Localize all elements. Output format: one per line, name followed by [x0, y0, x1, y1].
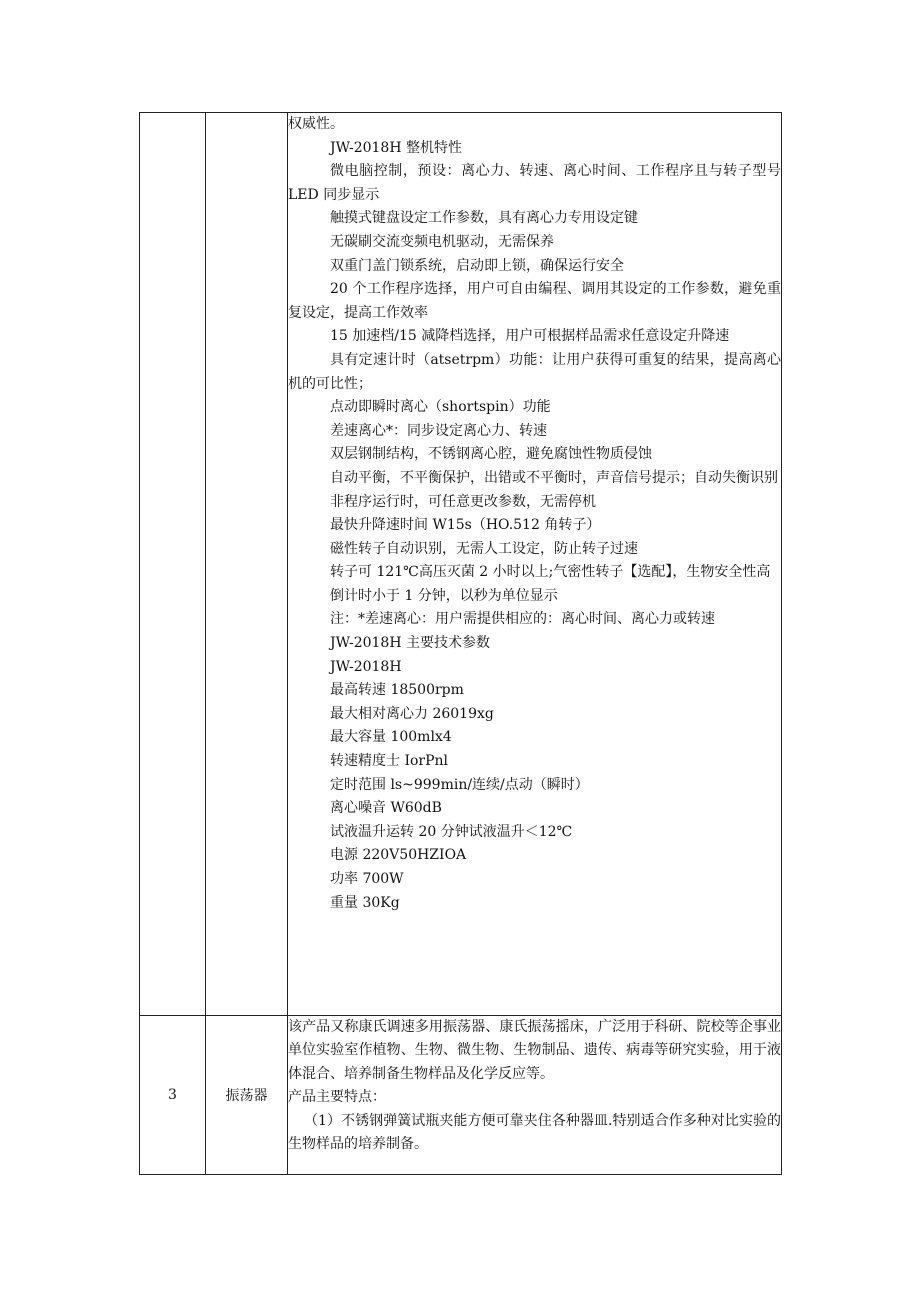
description-line: 最快升降速时间 W15s（HO.512 角转子）	[330, 517, 601, 534]
description-line: JW-2018H 整机特性	[330, 139, 463, 156]
description-line: 触摸式键盘设定工作参数，具有离心力专用设定键	[330, 210, 638, 227]
description-line: 双重门盖门锁系统，启动即上锁，确保运行安全	[330, 257, 624, 274]
cell-description	[288, 113, 782, 1016]
description-line: 微电脑控制，预设：离心力、转速、离心时间、工作程序且与转子型号 LED 同步显示	[288, 163, 781, 203]
description-line: （1）不锈钢弹簧试瓶夹能方便可靠夹住各种器皿.特别适合作多种对比实验的生物样品的培养制备。	[288, 1112, 781, 1153]
description-line: 功率 700W	[330, 871, 404, 887]
description-line: JW-2018H	[330, 658, 402, 675]
cell-name: 振荡器	[206, 1016, 288, 1175]
description-line: 无碳刷交流变频电机驱动，无需保养	[330, 233, 554, 250]
table-row	[140, 113, 782, 1016]
description-line: 最高转速 18500rpm	[330, 682, 464, 699]
description-line: 差速离心*：同步设定离心力、转速	[330, 422, 547, 439]
description-line: 该产品又称康氏调速多用振荡器、康氏振荡摇床，广泛用于科研、院校等企事业单位实验室作植物、生物、微生物、生物制品、遗传、病毒等研究实验，用于液体混合、培养制备生物样品及化学反应等。	[288, 1019, 781, 1082]
description-line: 20 个工作程序选择，用户可自由编程、调用其设定的工作参数，避免重复设定，提高工作效率	[288, 281, 781, 321]
description-line: 转速精度士 IorPnl	[330, 753, 449, 770]
description-line: 具有定速计时（atsetrpm）功能：让用户获得可重复的结果，提高离心机的可比性；	[288, 351, 781, 392]
description-line: 电源 220V50HZIOA	[330, 847, 467, 864]
description-line: 最大相对离心力 26019xg	[330, 705, 494, 722]
description-line: 转子可 121℃高压灭菌 2 小时以上;气密性转子【选配】，生物安全性高	[330, 564, 771, 581]
table-row	[140, 1016, 782, 1175]
description-line: JW-2018H 主要技术参数	[330, 635, 491, 652]
cell-number	[140, 113, 206, 1016]
spec-table	[139, 112, 782, 1175]
description-line: 15 加速档/15 减降档选择，用户可根据样品需求任意设定升降速	[330, 328, 730, 345]
description-line: 离心噪音 W60dB	[330, 800, 442, 817]
description-line: 注：*差速离心：用户需提供相应的：离心时间、离心力或转速	[330, 611, 715, 628]
description-line: 自动平衡，不平衡保护，出错或不平衡时，声音信号提示；自动失衡识别	[330, 469, 778, 486]
description-line: 磁性转子自动识别，无需人工设定，防止转子过速	[330, 540, 638, 557]
cell-description	[288, 1016, 782, 1175]
description-line: 非程序运行时，可任意更改参数，无需停机	[330, 493, 596, 510]
description-line: 试液温升运转 20 分钟试液温升＜12℃	[330, 823, 573, 840]
description-line: 定时范围 ls~999min/连续/点动（瞬时）	[330, 776, 589, 793]
cell-number: 3	[140, 1016, 206, 1175]
cell-name	[206, 113, 288, 1016]
description-line: 双层钢制结构，不锈钢离心腔，避免腐蚀性物质侵蚀	[330, 446, 652, 463]
description-line: 倒计时小于 1 分钟，以秒为单位显示	[330, 587, 558, 604]
description-line: 产品主要特点：	[288, 1089, 386, 1106]
description-line: 权威性。	[288, 116, 344, 132]
description-line: 重量 30Kg	[330, 894, 400, 911]
description-line: 点动即瞬时离心（shortspin）功能	[330, 399, 551, 416]
description-line: 最大容量 100mlx4	[330, 729, 452, 746]
